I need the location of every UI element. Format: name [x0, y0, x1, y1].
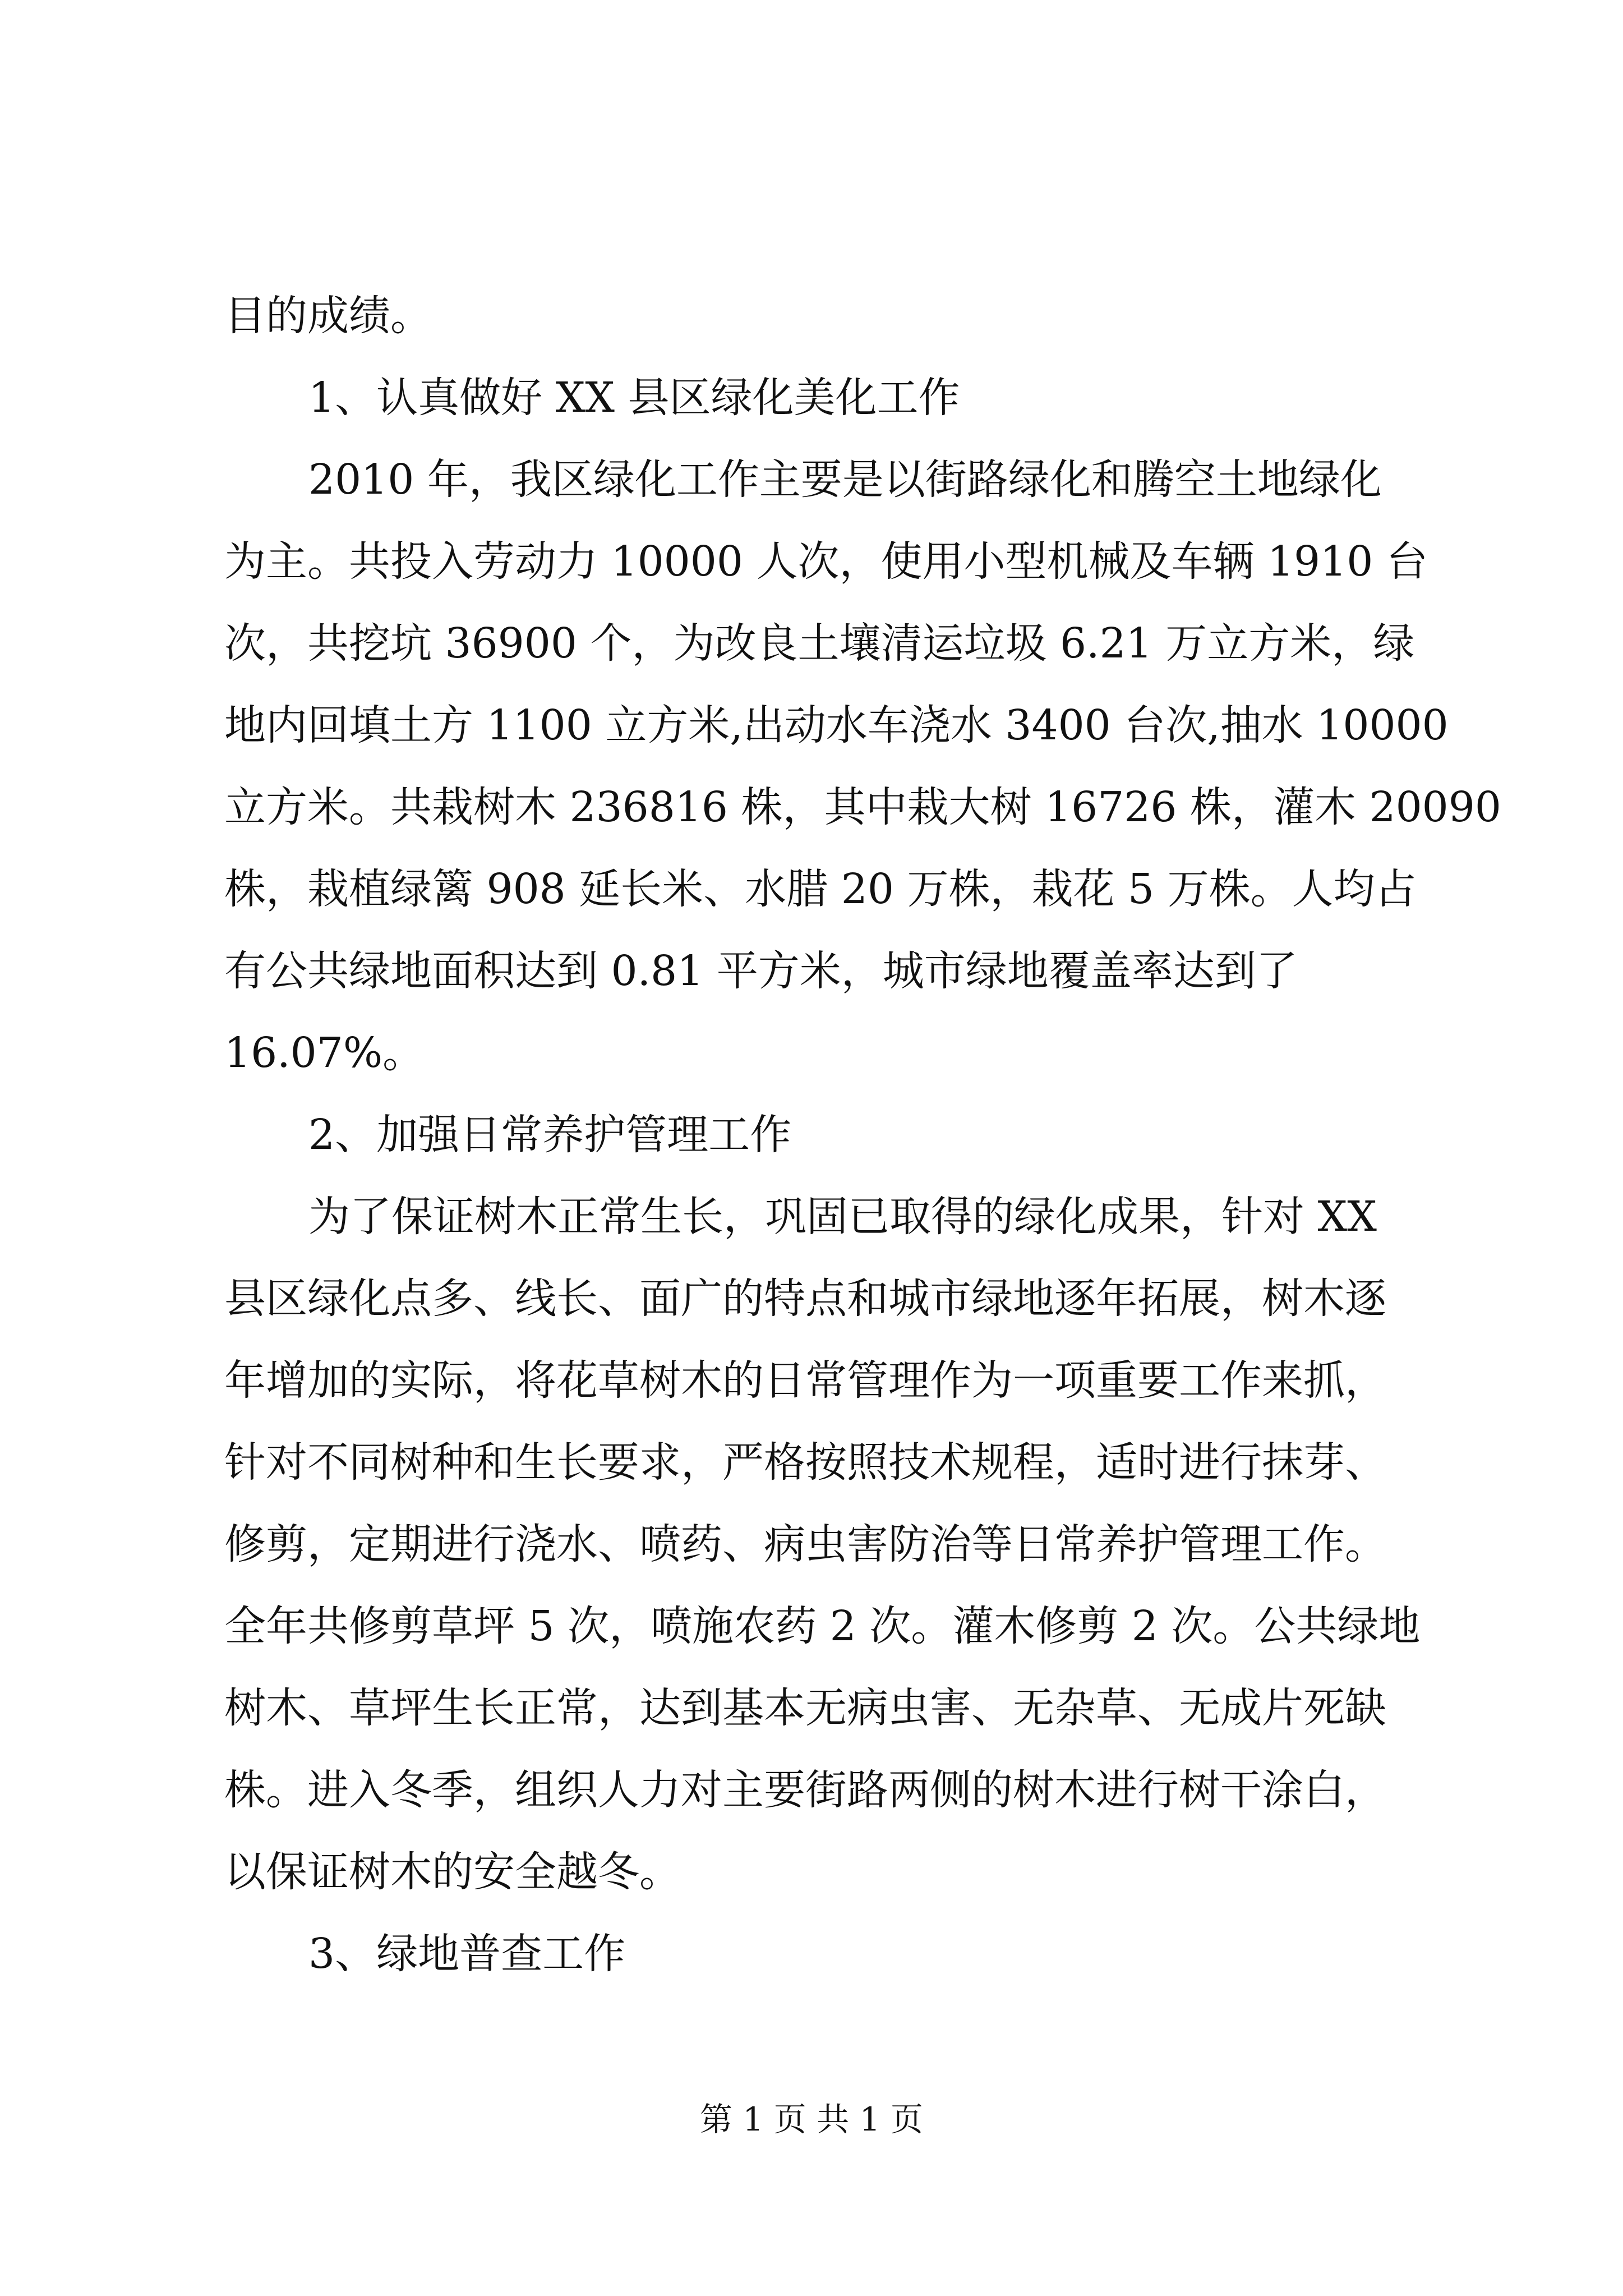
text-line: 目的成绩。 [224, 292, 432, 340]
paragraph-line: 针对不同树种和生长要求，严格按照技术规程，适时进行抹芽、 [224, 1438, 1386, 1487]
document-body [224, 275, 1501, 1995]
paragraph-line: 为了保证树木正常生长，巩固已取得的绿化成果，针对 XX [308, 1193, 1377, 1241]
paragraph-line: 全年共修剪草坪 5 次，喷施农药 2 次。灌木修剪 2 次。公共绿地 [224, 1602, 1421, 1650]
page-number-footer: 第 1 页 共 1 页 [700, 2100, 923, 2138]
section-heading-1: 1、认真做好 XX 县区绿化美化工作 [308, 374, 960, 422]
paragraph-line: 树木、草坪生长正常，达到基本无病虫害、无杂草、无成片死缺 [224, 1684, 1386, 1732]
section-heading-3: 3、绿地普查工作 [308, 1930, 626, 1978]
paragraph-line: 以保证树木的安全越冬。 [224, 1848, 681, 1896]
paragraph-line: 为主。共投入劳动力 10000 人次，使用小型机械及车辆 1910 台 [224, 537, 1428, 586]
paragraph-line: 株，栽植绿篱 908 延长米、水腊 20 万株，栽花 5 万株。人均占 [224, 865, 1417, 913]
paragraph-line: 株。进入冬季，组织人力对主要街路两侧的树木进行树干涂白， [224, 1766, 1386, 1814]
paragraph-line: 地内回填土方 1100 立方米,出动水车浇水 3400 台次,抽水 10000 [224, 701, 1449, 749]
paragraph-line: 立方米。共栽树木 236816 株，其中栽大树 16726 株，灌木 20090 [224, 783, 1501, 831]
paragraph-line: 县区绿化点多、线长、面广的特点和城市绿地逐年拓展，树木逐 [224, 1274, 1386, 1323]
paragraph-line: 次，共挖坑 36900 个，为改良土壤清运垃圾 6.21 万立方米，绿 [224, 619, 1415, 668]
paragraph-line: 年增加的实际，将花草树木的日常管理作为一项重要工作来抓， [224, 1356, 1386, 1405]
paragraph-line: 16.07%。 [224, 1029, 425, 1077]
section-heading-2: 2、加强日常养护管理工作 [308, 1111, 792, 1159]
paragraph-line: 修剪，定期进行浇水、喷药、病虫害防治等日常养护管理工作。 [224, 1520, 1386, 1568]
paragraph-line: 2010 年，我区绿化工作主要是以街路绿化和腾空土地绿化 [308, 455, 1382, 504]
paragraph-line: 有公共绿地面积达到 0.81 平方米，城市绿地覆盖率达到了 [224, 947, 1298, 995]
